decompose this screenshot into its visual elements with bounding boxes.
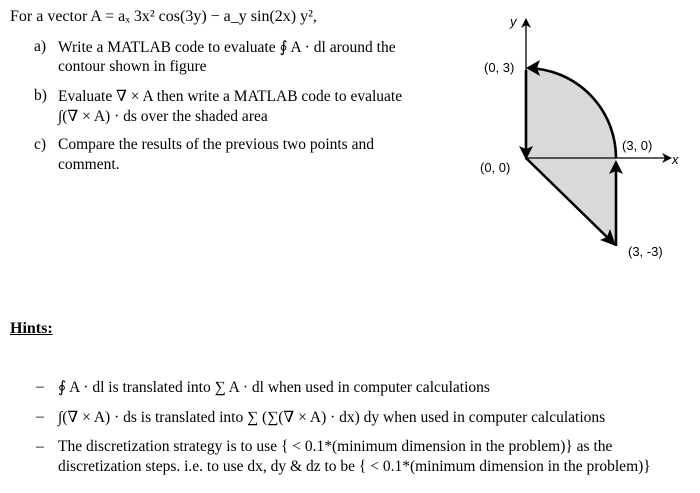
question-a-line-1: Write a MATLAB code to evaluate ∮ A · dl around the xyxy=(58,39,396,56)
question-c-label: c) xyxy=(34,136,47,153)
point-label-0-0: (0, 0) xyxy=(480,160,511,175)
point-label-3-0: (3, 0) xyxy=(622,138,653,153)
question-c-line-1: Compare the results of the previous two points and xyxy=(58,136,374,153)
question-b-line-1: Evaluate ∇ × A then write a MATLAB code to evaluate xyxy=(58,88,403,105)
hint-1-line-1: ∮ A · dl is translated into ∑ A · dl when used in computer calculations xyxy=(58,379,490,396)
hint-1-bullet: – xyxy=(36,378,44,395)
hint-3-line-2: discretization steps. i.e. to use dx, dy & dz to be { < 0.1*(minimum dimension in the problem)} xyxy=(58,458,651,475)
hint-2-bullet: – xyxy=(36,408,44,425)
contour-figure xyxy=(460,0,690,270)
hint-2-line-1: ∫(∇ × A) · ds is translated into ∑ (∑(∇ × A) · dx) dy when used in computer calculations xyxy=(58,409,606,426)
point-label-3-minus3: (3, -3) xyxy=(628,244,663,259)
shaded-area xyxy=(526,68,616,246)
question-c-line-2: comment. xyxy=(58,156,120,173)
hint-3-line-1: The discretization strategy is to use { < 0.1*(minimum dimension in the problem)} as the xyxy=(58,438,613,455)
point-label-0-3: (0, 3) xyxy=(484,60,515,75)
y-axis-label: y xyxy=(510,14,517,29)
question-a-line-2: contour shown in figure xyxy=(58,58,207,75)
hint-3-bullet: – xyxy=(36,438,44,455)
x-axis-label: x xyxy=(672,152,679,167)
hints-title: Hints: xyxy=(10,320,53,337)
question-b-line-2: ∫(∇ × A) · ds over the shaded area xyxy=(58,108,268,125)
problem-intro: For a vector A = aₓ 3x² cos(3y) − a_y sin(2x) y², xyxy=(10,8,317,25)
question-a-label: a) xyxy=(34,38,47,55)
question-b-label: b) xyxy=(34,87,47,104)
